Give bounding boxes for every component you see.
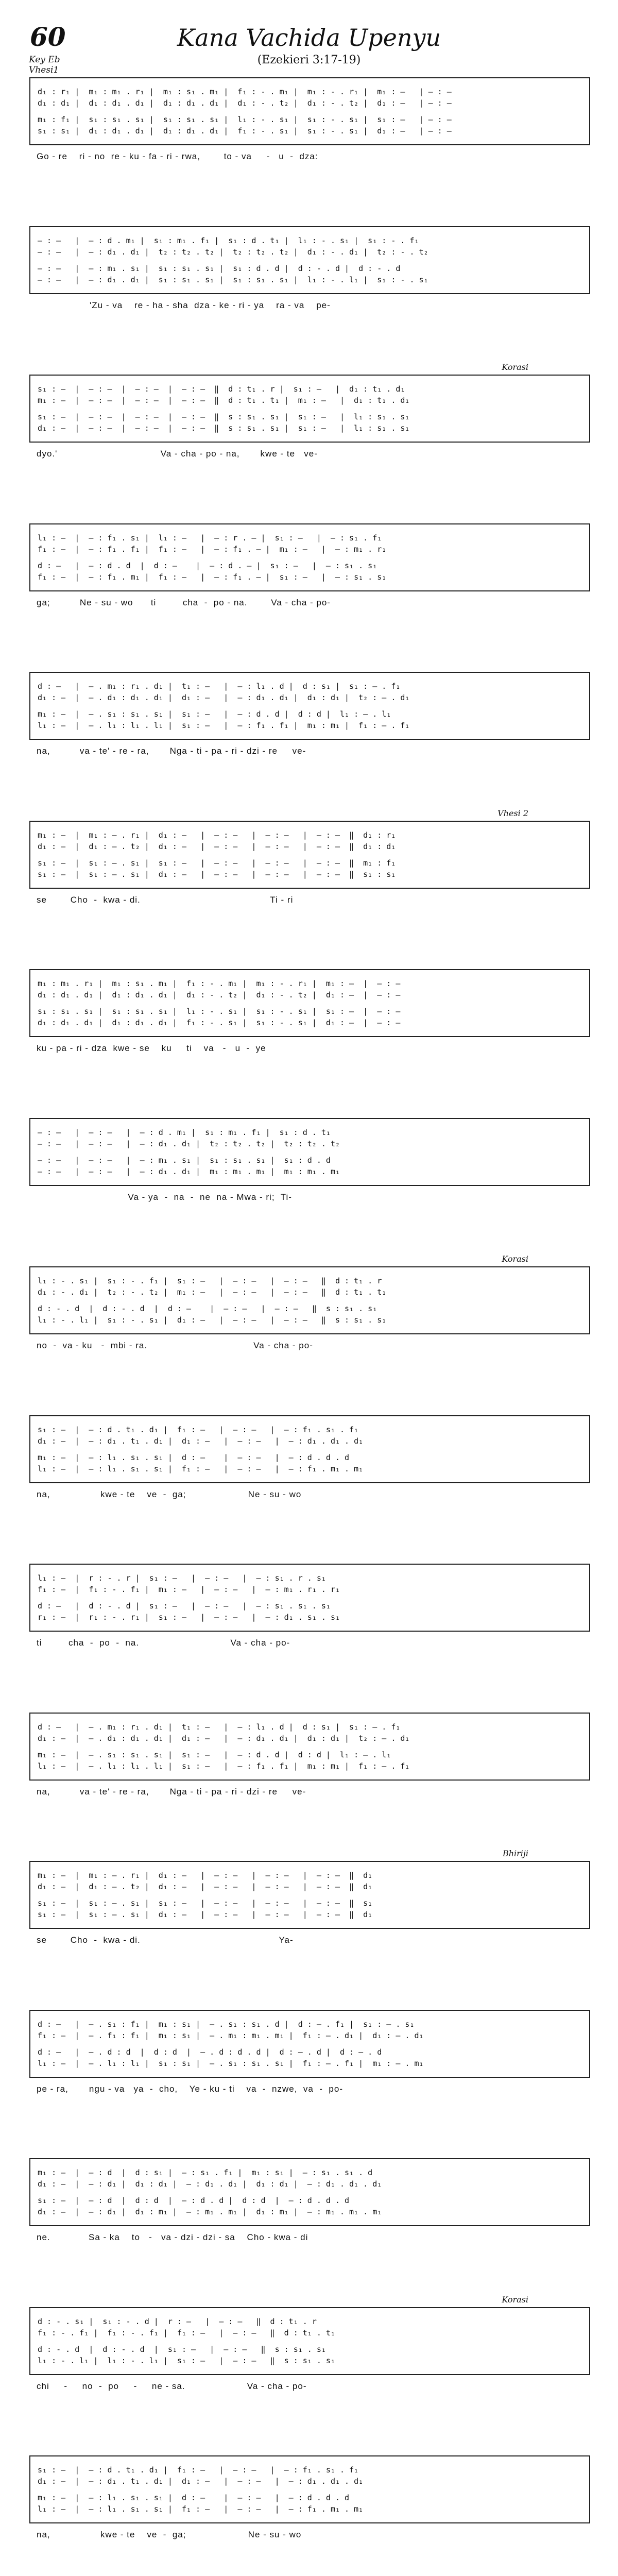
music-system [29, 1118, 590, 1207]
music-system [29, 1713, 590, 1801]
solfa-staff [29, 1564, 590, 1632]
voice-line: — : — | — : d₁ . d₁ | t₂ : t₂ . t₂ | t₂ : t₂ . t₂ | d₁ : - . d₁ | t₂ : - . t₂ [38, 247, 428, 257]
voice-line: s₁ : — | — : — | — : — | — : — ‖ d : t₁ . r | s₁ : — | d₁ : t₁ . d₁ [38, 384, 405, 394]
lyrics-line: na, va - te' - re - ra, Nga - ti - pa - ri - dzi - re ve- [37, 1786, 306, 1797]
voice-line: d : — | — . d : d | d : d | — . d : d . d | d : — . d | d : — . d [38, 2047, 382, 2057]
voice-line: — : — | — : m₁ . s₁ | s₁ : s₁ . s₁ | s₁ : d . d | d : - . d | d : - . d [38, 263, 401, 273]
solfa-staff [29, 672, 590, 740]
music-system [29, 77, 590, 166]
section-label: Korasi [502, 2294, 528, 2304]
voice-line: d : — | — . m₁ : r₁ . d₁ | t₁ : — | — : l₁ . d | d : s₁ | s₁ : — . f₁ [38, 682, 401, 691]
voice-line: d : - . d | d : - . d | d : — | — : — | — : — ‖ s : s₁ . s₁ [38, 1304, 377, 1313]
solfa-staff [29, 1266, 590, 1334]
lyrics-line: se Cho - kwa - di. Ya- [37, 1935, 294, 1945]
music-system [29, 362, 590, 463]
solfa-staff [29, 821, 590, 889]
solfa-staff [29, 2307, 590, 2375]
hymn-number: 60 [30, 22, 66, 52]
solfa-staff [29, 1118, 590, 1186]
key-signature: Key Eb [29, 55, 60, 65]
voice-line: l₁ : - . l₁ | l₁ : - . l₁ | s₁ : — | — : — ‖ s : s₁ . s₁ [38, 2355, 335, 2365]
voice-line: m₁ : f₁ | s₁ : s₁ . s₁ | s₁ : s₁ . s₁ | l₁ : - . s₁ | s₁ : - . s₁ | s₁ : — | — : — [38, 115, 452, 124]
voice-line: s₁ : — | s₁ : — . s₁ | d₁ : — | — : — | — : — | — : — ‖ s₁ : s₁ [38, 869, 396, 879]
lyrics-line: chi - no - po - ne - sa. Va - cha - po- [37, 2381, 307, 2391]
voice-line: f₁ : — | — : f₁ . f₁ | f₁ : — | — : f₁ . — | m₁ : — | — : m₁ . r₁ [38, 544, 387, 554]
voice-line: d : - . d | d : - . d | s₁ : — | — : — ‖ s : s₁ . s₁ [38, 2344, 326, 2354]
lyrics-line: ku - pa - ri - dza kwe - se ku ti va - u - ye [37, 1043, 266, 1053]
voice-line: l₁ : — | — : f₁ . s₁ | l₁ : — | — : r . — | s₁ : — | — : s₁ . f₁ [38, 533, 382, 543]
voice-line: d₁ : — | — : d₁ | d₁ : m₁ | — : m₁ . m₁ | d₁ : m₁ | — : m₁ . m₁ . m₁ [38, 2207, 382, 2216]
voice-line: d₁ : — | — : — | — : — | — : — ‖ s : s₁ . s₁ | s₁ : — | l₁ : s₁ . s₁ [38, 423, 410, 433]
voice-line: d : - . s₁ | s₁ : - . d | r : — | — : — ‖ d : t₁ . r [38, 2316, 317, 2326]
music-system [29, 1415, 590, 1504]
verse-label: Vhesi1 [29, 65, 59, 75]
voice-line: l₁ : — | — : l₁ . s₁ . s₁ | f₁ : — | — : — | — : f₁ . m₁ . m₁ [38, 2504, 364, 2514]
voice-line: m₁ : m₁ . r₁ | m₁ : s₁ . m₁ | f₁ : - . m₁ | m₁ : - . r₁ | m₁ : — | — : — [38, 979, 401, 988]
voice-line: d₁ : — | — . d₁ : d₁ . d₁ | d₁ : — | — : d₁ . d₁ | d₁ : d₁ | t₂ : — . d₁ [38, 693, 410, 702]
voice-line: d : — | — : d . d | d : — | — : d . — | s₁ : — | — : s₁ . s₁ [38, 561, 377, 570]
voice-line: d₁ : — | — : d₁ . t₁ . d₁ | d₁ : — | — : — | — : d₁ . d₁ . d₁ [38, 1436, 364, 1446]
voice-line: f₁ : — | f₁ : - . f₁ | m₁ : — | — : — | — : m₁ . r₁ . r₁ [38, 1585, 340, 1594]
music-system [29, 1564, 590, 1652]
music-system [29, 808, 590, 909]
voice-line: d₁ : - . d₁ | t₂ : - . t₂ | m₁ : — | — : — | — : — ‖ d : t₁ . t₁ [38, 1287, 387, 1297]
voice-line: f₁ : — | — . f₁ : f₁ | m₁ : s₁ | — . m₁ : m₁ . m₁ | f₁ : — . d₁ | d₁ : — . d₁ [38, 2030, 424, 2040]
solfa-staff [29, 375, 590, 443]
voice-line: l₁ : - . l₁ | s₁ : - . s₁ | d₁ : — | — : — | — : — ‖ s : s₁ . s₁ [38, 1315, 387, 1325]
lyrics-line: Go - re ri - no re - ku - fa - ri - rwa, to - va - u - dza: [37, 151, 318, 161]
voice-line: r₁ : — | r₁ : - . r₁ | s₁ : — | — : — | — : d₁ . s₁ . s₁ [38, 1613, 340, 1622]
lyrics-line: pe - ra, ngu - va ya - cho, Ye - ku - ti va - nzwe, va - po- [37, 2083, 343, 2094]
music-system [29, 2455, 590, 2544]
music-system [29, 2158, 590, 2247]
voice-line: m₁ : — | — : — | — : — | — : — ‖ d : t₁ . t₁ | m₁ : — | d₁ : t₁ . d₁ [38, 396, 410, 405]
lyrics-line: se Cho - kwa - di. Ti - ri [37, 894, 294, 905]
voice-line: l₁ : — | — . l₁ : l₁ . l₁ | s₁ : — | — : f₁ . f₁ | m₁ : m₁ | f₁ : — . f₁ [38, 1761, 410, 1771]
voice-line: s₁ : s₁ . s₁ | s₁ : s₁ . s₁ | l₁ : - . s₁ | s₁ : - . s₁ | s₁ : — | — : — [38, 1007, 401, 1016]
music-system [29, 969, 590, 1058]
voice-line: l₁ : — | r : - . r | s₁ : — | — : — | — : s₁ . r . s₁ [38, 1573, 326, 1583]
scripture-reference: (Ezekieri 3:17-19) [257, 54, 361, 66]
solfa-staff [29, 226, 590, 294]
solfa-staff [29, 2158, 590, 2226]
voice-line: l₁ : - . s₁ | s₁ : - . f₁ | s₁ : — | — : — | — : — ‖ d : t₁ . r [38, 1276, 382, 1285]
voice-line: m₁ : — | — . s₁ : s₁ . s₁ | s₁ : — | — : d . d | d : d | l₁ : — . l₁ [38, 709, 391, 719]
voice-line: m₁ : — | — : d | d : s₁ | — : s₁ . f₁ | m₁ : s₁ | — : s₁ . s₁ . d [38, 2168, 373, 2177]
voice-line: d₁ : d₁ | d₁ : d₁ . d₁ | d₁ : d₁ . d₁ | d₁ : - . t₂ | d₁ : - . t₂ | d₁ : — | — : — [38, 98, 452, 108]
lyrics-line: no - va - ku - mbi - ra. Va - cha - po- [37, 1341, 313, 1350]
solfa-staff [29, 2455, 590, 2523]
music-system [29, 523, 590, 612]
key-and-verse [29, 55, 60, 75]
voice-line: m₁ : — | — : l₁ . s₁ . s₁ | d : — | — : — | — : d . d . d [38, 2493, 350, 2502]
voice-line: d₁ : — | — : d₁ | d₁ : d₁ | — : d₁ . d₁ | d₁ : d₁ | — : d₁ . d₁ . d₁ [38, 2179, 382, 2189]
lyrics-line: na, kwe - te ve - ga; Ne - su - wo [37, 1489, 302, 1499]
music-system [29, 1254, 590, 1355]
voice-line: d : — | — . s₁ : f₁ | m₁ : s₁ | — . s₁ : s₁ . d | d : — . f₁ | s₁ : — . s₁ [38, 2019, 415, 2029]
music-system [29, 672, 590, 760]
music-system [29, 2010, 590, 2098]
voice-line: d₁ : — | — . d₁ : d₁ . d₁ | d₁ : — | — : d₁ . d₁ | d₁ : d₁ | t₂ : — . d₁ [38, 1733, 410, 1743]
voice-line: — : — | — : — | — : d₁ . d₁ | m₁ : m₁ . m₁ | m₁ : m₁ . m₁ [38, 1166, 340, 1176]
voice-line: f₁ : - . f₁ | f₁ : - . f₁ | f₁ : — | — : — ‖ d : t₁ . t₁ [38, 2328, 335, 2337]
music-system [29, 1849, 590, 1950]
section-label: Vhesi 2 [497, 808, 528, 818]
music-system [29, 2294, 590, 2396]
lyrics-line: na, va - te' - re - ra, Nga - ti - pa - ri - dzi - re ve- [37, 746, 306, 756]
voice-line: d₁ : d₁ . d₁ | d₁ : d₁ . d₁ | f₁ : - . s₁ | s₁ : - . s₁ | d₁ : — | — : — [38, 1018, 401, 1027]
hymn-header [0, 0, 618, 77]
voice-line: — : — | — : d₁ . d₁ | s₁ : s₁ . s₁ | s₁ : s₁ . s₁ | l₁ : - . l₁ | s₁ : - . s₁ [38, 275, 428, 284]
voice-line: d : — | d : - . d | s₁ : — | — : — | — : s₁ . s₁ . s₁ [38, 1601, 331, 1611]
voice-line: s₁ : — | s₁ : — . s₁ | s₁ : — | — : — | — : — | — : — ‖ m₁ : f₁ [38, 858, 396, 868]
section-label: Bhiriji [502, 1849, 528, 1858]
section-label: Korasi [502, 362, 528, 372]
lyrics-line: ga; Ne - su - wo ti cha - po - na. Va - cha - po- [37, 597, 331, 607]
voice-line: d : — | — . m₁ : r₁ . d₁ | t₁ : — | — : l₁ . d | d : s₁ | s₁ : — . f₁ [38, 1722, 401, 1732]
voice-line: — : — | — : d . m₁ | s₁ : m₁ . f₁ | s₁ : d . t₁ | l₁ : - . s₁ | s₁ : - . f₁ [38, 235, 419, 245]
voice-line: m₁ : — | — : l₁ . s₁ . s₁ | d : — | — : — | — : d . d . d [38, 1452, 350, 1462]
lyrics-line: dyo.' Va - cha - po - na, kwe - te ve- [37, 449, 318, 459]
voice-line: m₁ : — | m₁ : — . r₁ | d₁ : — | — : — | — : — | — : — ‖ d₁ [38, 1871, 373, 1880]
solfa-staff [29, 2010, 590, 2078]
solfa-staff [29, 969, 590, 1037]
solfa-staff [29, 1861, 590, 1929]
lyrics-line: 'Zu - va re - ha - sha dza - ke - ri - ya ra - va pe- [37, 300, 331, 310]
voice-line: l₁ : — | — . l₁ : l₁ . l₁ | s₁ : — | — : f₁ . f₁ | m₁ : m₁ | f₁ : — . f₁ [38, 721, 410, 730]
voice-line: f₁ : — | — : f₁ . m₁ | f₁ : — | — : f₁ . — | s₁ : — | — : s₁ . s₁ [38, 572, 387, 582]
voice-line: s₁ : s₁ | d₁ : d₁ . d₁ | d₁ : d₁ . d₁ | f₁ : - . s₁ | s₁ : - . s₁ | d₁ : — | — : — [38, 126, 452, 135]
voice-line: s₁ : — | — : d | d : d | — : d . d | d : d | — : d . d . d [38, 2196, 350, 2205]
voice-line: m₁ : — | m₁ : — . r₁ | d₁ : — | — : — | — : — | — : — ‖ d₁ : r₁ [38, 830, 396, 840]
hymn-title: Kana Vachida Upenyu [177, 24, 441, 52]
voice-line: s₁ : — | — : d . t₁ . d₁ | f₁ : — | — : — | — : f₁ . s₁ . f₁ [38, 2465, 359, 2475]
voice-line: s₁ : — | — : d . t₁ . d₁ | f₁ : — | — : — | — : f₁ . s₁ . f₁ [38, 1425, 359, 1434]
lyrics-line: ti cha - po - na. Va - cha - po- [37, 1638, 290, 1648]
voice-line: s₁ : — | — : — | — : — | — : — ‖ s : s₁ . s₁ | s₁ : — | l₁ : s₁ . s₁ [38, 412, 410, 421]
voice-line: d₁ : — | d₁ : — . t₂ | d₁ : — | — : — | — : — | — : — ‖ d₁ : d₁ [38, 841, 396, 851]
voice-line: l₁ : — | — : l₁ . s₁ . s₁ | f₁ : — | — : — | — : f₁ . m₁ . m₁ [38, 1464, 364, 1473]
voice-line: d₁ : — | d₁ : — . t₂ | d₁ : — | — : — | — : — | — : — ‖ d₁ [38, 1882, 373, 1891]
music-system [29, 226, 590, 315]
lyrics-line: ne. Sa - ka to - va - dzi - dzi - sa Cho - kwa - di [37, 2232, 308, 2242]
voice-line: d₁ : — | — : d₁ . t₁ . d₁ | d₁ : — | — : — | — : d₁ . d₁ . d₁ [38, 2477, 364, 2486]
solfa-staff [29, 523, 590, 591]
voice-line: m₁ : — | — . s₁ : s₁ . s₁ | s₁ : — | — : d . d | d : d | l₁ : — . l₁ [38, 1750, 391, 1759]
voice-line: — : — | — : — | — : d . m₁ | s₁ : m₁ . f₁ | s₁ : d . t₁ [38, 1127, 331, 1137]
solfa-staff [29, 1713, 590, 1781]
solfa-staff [29, 1415, 590, 1483]
voice-line: — : — | — : — | — : m₁ . s₁ | s₁ : s₁ . s₁ | s₁ : d . d [38, 1155, 331, 1165]
voice-line: s₁ : — | s₁ : — . s₁ | s₁ : — | — : — | — : — | — : — ‖ s₁ [38, 1899, 373, 1908]
solfa-staff [29, 77, 590, 145]
lyrics-line: na, kwe - te ve - ga; Ne - su - wo [37, 2530, 302, 2539]
lyrics-line: Va - ya - na - ne na - Mwa - ri; Ti- [37, 1192, 292, 1202]
voice-line: d₁ : d₁ . d₁ | d₁ : d₁ . d₁ | d₁ : - . t₂ | d₁ : - . t₂ | d₁ : — | — : — [38, 990, 401, 999]
voice-line: — : — | — : — | — : d₁ . d₁ | t₂ : t₂ . t₂ | t₂ : t₂ . t₂ [38, 1139, 340, 1148]
section-label: Korasi [502, 1254, 528, 1264]
voice-line: s₁ : — | s₁ : — . s₁ | d₁ : — | — : — | — : — | — : — ‖ d₁ [38, 1910, 373, 1919]
voice-line: d₁ : r₁ | m₁ : m₁ . r₁ | m₁ : s₁ . m₁ | f₁ : - . m₁ | m₁ : - . r₁ | m₁ : — | — : — [38, 87, 452, 96]
voice-line: l₁ : — | — . l₁ : l₁ | s₁ : s₁ | — . s₁ : s₁ . s₁ | f₁ : — . f₁ | m₁ : — . m₁ [38, 2058, 424, 2068]
